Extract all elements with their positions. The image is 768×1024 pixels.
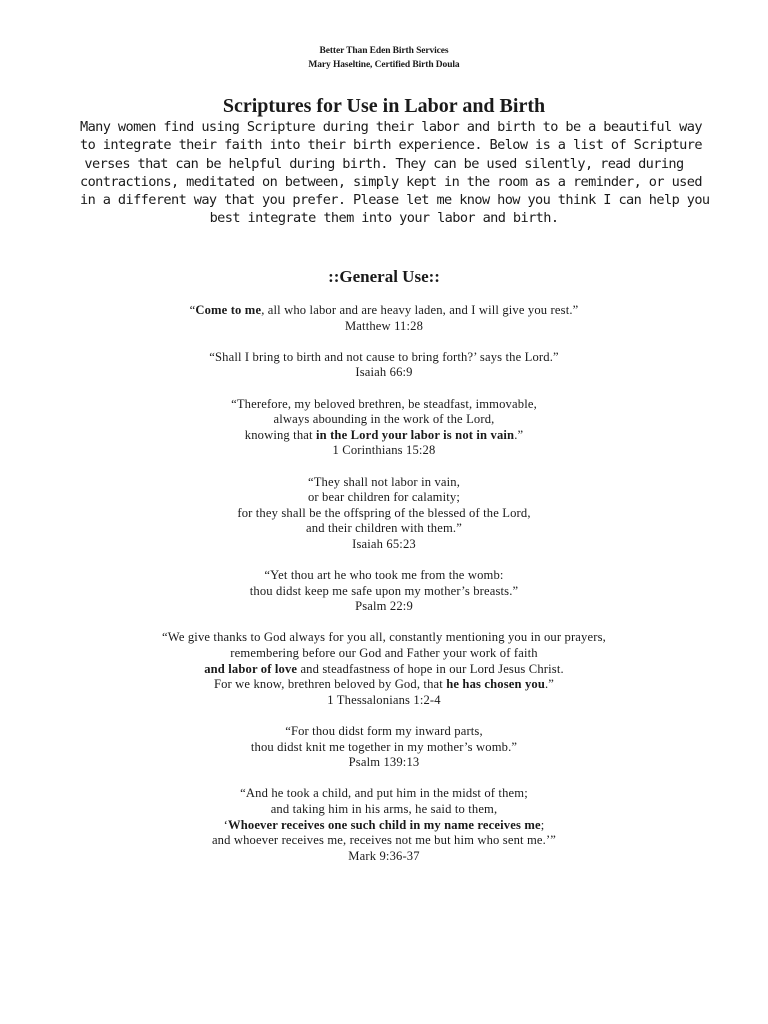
verse-line (60, 786, 708, 802)
verse-line (60, 584, 708, 600)
verse-line (60, 724, 708, 740)
verse-text: or bear children for calamity; (307, 490, 461, 505)
verse-block (60, 303, 708, 334)
verse-reference: Isaiah 66:9 (355, 365, 413, 380)
verse-text: “We give thanks to God always for you all, constantly mentioning you in our prayers, (162, 630, 606, 645)
verse-line (60, 818, 708, 834)
document-header (0, 44, 768, 72)
emphasized-text: Come to me (195, 303, 262, 317)
verse-text: “Shall I bring to birth and not cause to bring forth?’ says the Lord.” (209, 349, 559, 364)
verse-line (60, 475, 708, 491)
verse-text: thou didst keep me safe upon my mother’s breasts.” (249, 583, 519, 598)
verse-text: .” (545, 677, 555, 692)
verse-line (60, 397, 708, 413)
verse-line (60, 740, 708, 756)
verse-text: “Yet thou art he who took me from the womb: (264, 568, 504, 583)
verse-text: “They shall not labor in vain, (307, 474, 461, 489)
intro-line: contractions, meditated on between, simply kept in the room as a reminder, or used (80, 173, 702, 190)
verse-text: and their children with them.” (306, 521, 462, 536)
verse-list (60, 303, 708, 880)
verse-block (60, 786, 708, 864)
verse-line (60, 646, 708, 662)
verse-text: For we know, brethren beloved by God, that (213, 677, 447, 692)
verse-text: “And he took a child, and put him in the midst of them; (240, 786, 528, 801)
verse-reference: 1 Thessalonians 1:2-4 (327, 692, 441, 707)
verse-line (60, 428, 708, 444)
verse-line (60, 568, 708, 584)
author-credit: Mary Haseltine, Certified Birth Doula (308, 60, 460, 70)
verse-text: and steadfastness of hope in our Lord Jesus Christ. (297, 661, 564, 676)
verse-text: , all who labor and are heavy laden, and I will give you rest.” (261, 303, 579, 317)
verse-reference: Psalm 22:9 (355, 599, 413, 614)
verse-line (60, 506, 708, 522)
page-title: Scriptures for Use in Labor and Birth (222, 95, 546, 117)
verse-text: and taking him in his arms, he said to them, (270, 802, 498, 816)
verse-text: always abounding in the work of the Lord, (273, 412, 495, 427)
verse-line (60, 412, 708, 428)
intro-line: best integrate them into your labor and birth. (209, 210, 559, 227)
verse-reference: 1 Corinthians 15:28 (332, 443, 436, 458)
verse-text: for they shall be the offspring of the blessed of the Lord, (237, 505, 531, 520)
verse-text: .” (514, 427, 524, 442)
intro-paragraph (80, 118, 710, 228)
intro-line: to integrate their faith into their birth experience. Below is a list of Scripture (80, 137, 702, 154)
emphasized-text: Whoever receives one such child in my name receives me (227, 817, 541, 832)
verse-line (60, 802, 708, 818)
verse-text: “Therefore, my beloved brethren, be steadfast, immovable, (231, 396, 537, 411)
organization-name: Better Than Eden Birth Services (319, 46, 449, 56)
verse-line (60, 490, 708, 506)
verse-text: ‘ (223, 817, 228, 832)
verse-block (60, 397, 708, 459)
verse-block (60, 568, 708, 615)
verse-reference: Isaiah 65:23 (352, 536, 416, 551)
verse-reference: Psalm 139:13 (348, 755, 420, 770)
verse-line (60, 662, 708, 678)
emphasized-text: and labor of love (204, 661, 298, 676)
verse-line (60, 350, 708, 366)
emphasized-text: in the Lord your labor is not in vain (315, 427, 515, 442)
verse-text: remembering before our God and Father your work of faith (230, 646, 538, 661)
verse-line (60, 521, 708, 537)
section-heading: ::General Use:: (328, 267, 440, 286)
verse-block (60, 630, 708, 708)
verse-block (60, 724, 708, 771)
intro-line: in a different way that you prefer. Please let me know how you think I can help you (80, 192, 710, 209)
verse-text: thou didst knit me together in my mother’s womb.” (250, 739, 518, 754)
intro-line: verses that can be helpful during birth. They can be used silently, read during (84, 155, 684, 172)
emphasized-text: he has chosen you (446, 677, 545, 692)
verse-text: “ (189, 303, 196, 317)
verse-reference: Matthew 11:28 (344, 318, 424, 333)
verse-line (60, 833, 708, 849)
verse-text: ; (540, 817, 545, 832)
verse-text: and whoever receives me, receives not me but him who sent me.’” (211, 833, 557, 848)
verse-text: knowing that (244, 427, 316, 442)
verse-line (60, 303, 708, 319)
verse-reference: Mark 9:36-37 (348, 848, 420, 863)
verse-block (60, 350, 708, 381)
intro-line: Many women find using Scripture during their labor and birth to be a beautiful way (80, 119, 702, 135)
verse-text: “For thou didst form my inward parts, (285, 724, 483, 739)
verse-line (60, 630, 708, 646)
verse-block (60, 475, 708, 553)
verse-line (60, 677, 708, 693)
